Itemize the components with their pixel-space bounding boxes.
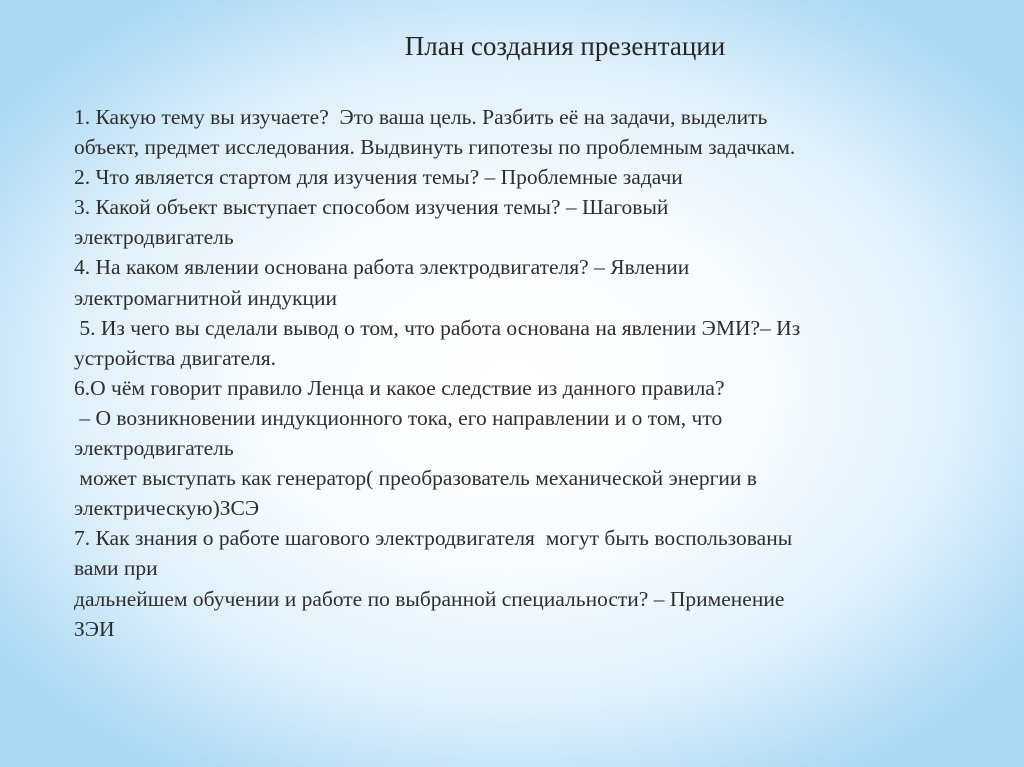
body-line: – О возникновении индукционного тока, его направлении и о том, что — [74, 405, 723, 430]
body-line: 5. Из чего вы сделали вывод о том, что работа основана на явлении ЭМИ?– Из — [74, 315, 801, 340]
body-line: может выступать как генератор( преобразователь механической энергии в — [74, 466, 757, 491]
body-line: 2. Что является стартом для изучения темы? – Проблемные задачи — [74, 165, 683, 190]
body-line: 4. На каком явлении основана работа электродвигателя? – Явлении — [74, 255, 690, 280]
body-line: электродвигатель — [74, 225, 234, 250]
body-line: электромагнитной индукции — [74, 285, 338, 310]
body-line: объект, предмет исследования. Выдвинуть гипотезы по проблемным задачкам. — [74, 135, 796, 160]
body-line: электрическую)ЗСЭ — [74, 496, 260, 521]
slide-title-text: План создания презентации — [404, 31, 726, 61]
body-line: 1. Какую тему вы изучаете? Это ваша цель. Разбить её на задачи, выделить — [74, 105, 768, 129]
slide-body — [74, 102, 954, 644]
body-line: электродвигатель — [74, 436, 234, 461]
body-line: устройства двигателя. — [74, 345, 277, 370]
slide-title — [0, 28, 1024, 64]
body-line: 3. Какой объект выступает способом изучения темы? – Шаговый — [74, 195, 669, 220]
body-line: вами при — [74, 556, 158, 581]
body-line: дальнейшем обучении и работе по выбранной специальности? – Применение — [74, 586, 785, 611]
body-line: ЗЭИ — [74, 616, 115, 641]
body-line: 7. Как знания о работе шагового электродвигателя могут быть воспользованы — [74, 526, 793, 551]
body-line: 6.О чём говорит правило Ленца и какое следствие из данного правила? — [74, 375, 725, 400]
